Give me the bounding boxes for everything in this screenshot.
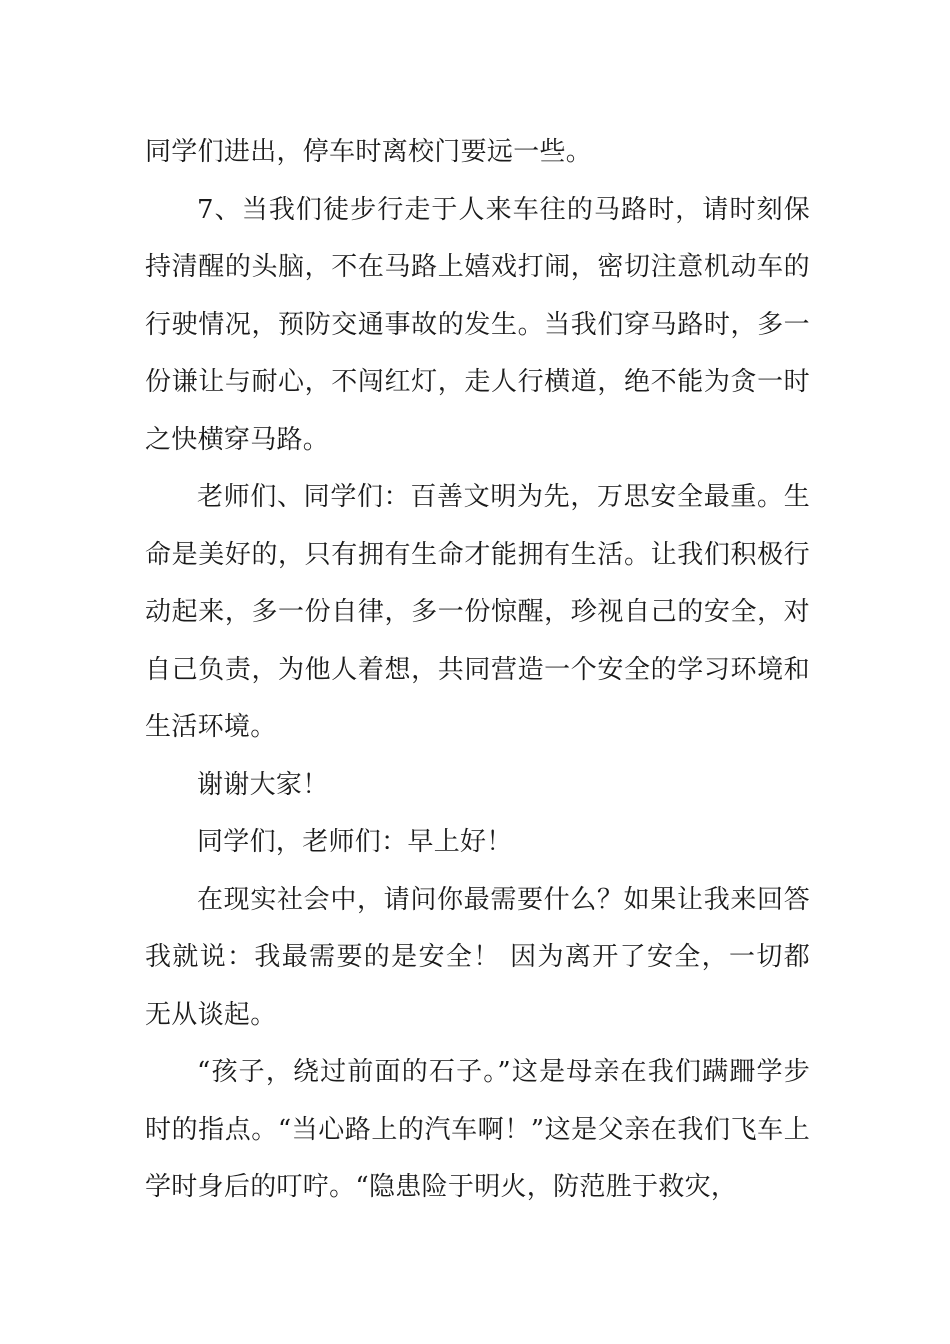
document-body xyxy=(145,124,810,1217)
paragraph-3: 老师们、同学们：百善文明为先，万思安全最重。生命是美好的，只有拥有生命才能拥有生活。让我们积极行动起来，多一份自律，多一份惊醒，珍视自己的安全，对自己负责，为他人着想，共同营造一个安全的学习环境和生活环境。 xyxy=(145,482,810,742)
paragraph-4: 谢谢大家！ xyxy=(197,769,329,800)
paragraph-6: 在现实社会中，请问你最需要什么？如果让我来回答我就说：我最需要的是安全！ 因为离开了安全，一切都无从谈起。 xyxy=(145,884,810,1030)
paragraph-7: “孩子，绕过前面的石子。”这是母亲在我们蹒跚学步时的指点。“当心路上的汽车啊！”这是父亲在我们飞车上学时身后的叮咛。“隐患险于明火，防范胜于救灾， xyxy=(145,1057,810,1202)
paragraph-5: 同学们，老师们：早上好！ xyxy=(197,827,513,857)
paragraph-1: 同学们进出，停车时离校门要远一些。 xyxy=(145,137,593,167)
paragraph-2: 7、当我们徒步行走于人来车往的马路时，请时刻保持清醒的头脑，不在马路上嬉戏打闹，密切注意机动车的行驶情况，预防交通事故的发生。当我们穿马路时，多一份谦让与耐心，不闯红灯，走人行横道，绝不能为贪一时之快横穿马路。 xyxy=(145,194,810,455)
